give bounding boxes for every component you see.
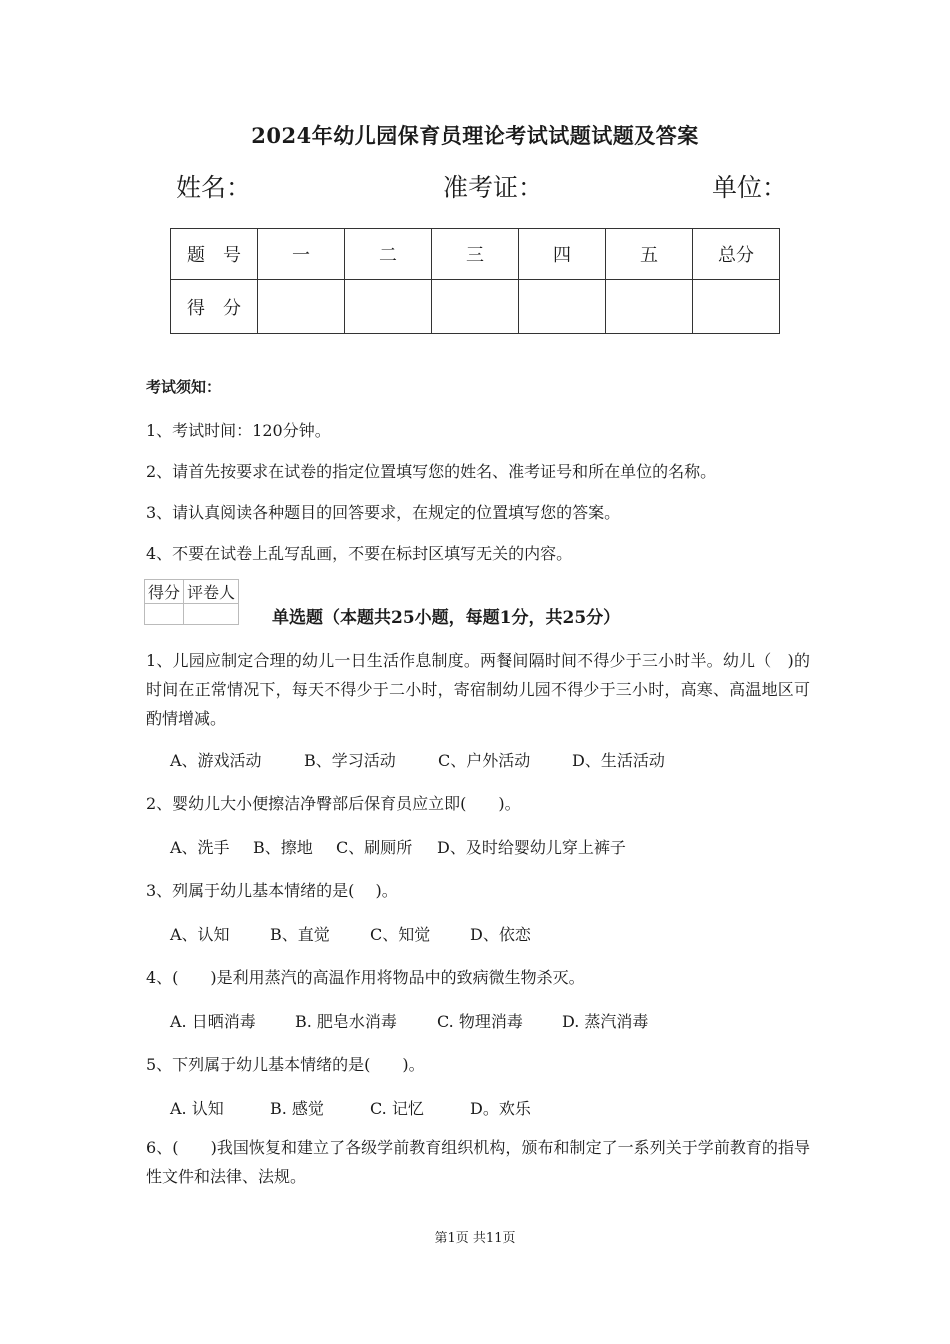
score-cell — [693, 280, 780, 334]
question-1-stem: 1、儿园应制定合理的幼儿一日生活作息制度。两餐间隔时间不得少于三小时半。幼儿（ )的时间在正常情况下，每天不得少于二小时，寄宿制幼儿园不得少于三小时，高寒、高温地区可酌情增减。 — [146, 651, 810, 728]
score-cell — [606, 280, 693, 334]
option: C、户外活动 — [438, 751, 531, 770]
option: C、知觉 — [370, 925, 431, 944]
grader-box — [144, 579, 239, 625]
score-cell — [432, 280, 519, 334]
score-table-score-row — [171, 280, 780, 334]
score-header-cell: 一 — [258, 229, 345, 280]
unit-label: 单位： — [712, 173, 788, 202]
grader-score-label: 得分 — [145, 580, 184, 604]
option: B、擦地 — [253, 838, 313, 857]
exam-id-label: 准考证： — [443, 173, 544, 202]
option: C. 记忆 — [370, 1099, 424, 1118]
option: D、及时给婴幼儿穿上裤子 — [437, 838, 626, 857]
option: B. 肥皂水消毒 — [295, 1012, 397, 1031]
question-6-stem: 6、( )我国恢复和建立了各级学前教育组织机构，颁布和制定了一系列关于学前教育的指导性文件和法律、法规。 — [146, 1138, 810, 1186]
grader-score-cell — [145, 604, 184, 625]
grader-reviewer-label: 评卷人 — [184, 580, 239, 604]
notice-item: 4、不要在试卷上乱写乱画，不要在标封区填写无关的内容。 — [146, 544, 573, 563]
option: A. 日晒消毒 — [170, 1012, 256, 1031]
score-header-cell: 总分 — [693, 229, 780, 280]
option: B、学习活动 — [304, 751, 396, 770]
score-cell — [345, 280, 432, 334]
page-title: 2024年幼儿园保育员理论考试试题试题及答案 — [251, 123, 699, 148]
option: C、刷厕所 — [336, 838, 413, 857]
question-1-options — [170, 748, 665, 771]
question-3-stem: 3、列属于幼儿基本情绪的是( )。 — [146, 881, 398, 900]
page-footer: 第1页 共11页 — [434, 1231, 516, 1246]
score-header-cell: 题 号 — [171, 229, 258, 280]
score-cell — [519, 280, 606, 334]
question-2-stem: 2、婴幼儿大小便擦洁净臀部后保育员应立即( )。 — [146, 794, 521, 813]
notice-item: 3、请认真阅读各种题目的回答要求，在规定的位置填写您的答案。 — [146, 503, 621, 522]
score-header-cell: 四 — [519, 229, 606, 280]
section-title: 单选题（本题共25小题，每题1分，共25分） — [272, 608, 621, 628]
score-table-header-row — [171, 229, 780, 280]
score-header-cell: 三 — [432, 229, 519, 280]
score-header-cell: 二 — [345, 229, 432, 280]
notice-item: 1、考试时间：120分钟。 — [146, 421, 331, 440]
option: D。欢乐 — [470, 1099, 531, 1118]
question-5-stem: 5、下列属于幼儿基本情绪的是( )。 — [146, 1055, 425, 1074]
score-row-label: 得 分 — [171, 280, 258, 334]
option: D、依恋 — [470, 925, 531, 944]
option: A. 认知 — [170, 1099, 224, 1118]
option: D、生活活动 — [572, 751, 665, 770]
question-4-stem: 4、( )是利用蒸汽的高温作用将物品中的致病微生物杀灭。 — [146, 968, 585, 987]
score-table — [170, 228, 780, 334]
question-3-options — [170, 922, 531, 945]
score-cell — [258, 280, 345, 334]
name-label: 姓名： — [176, 173, 252, 202]
option: A、洗手 — [170, 838, 230, 857]
notice-title: 考试须知： — [146, 378, 222, 396]
score-header-cell: 五 — [606, 229, 693, 280]
option: B. 感觉 — [270, 1099, 324, 1118]
option: B、直觉 — [270, 925, 330, 944]
question-4-options — [170, 1009, 648, 1032]
notice-item: 2、请首先按要求在试卷的指定位置填写您的姓名、准考证号和所在单位的名称。 — [146, 462, 717, 481]
option: C. 物理消毒 — [437, 1012, 523, 1031]
question-2-options — [170, 835, 626, 858]
grader-reviewer-cell — [184, 604, 239, 625]
option: A、游戏活动 — [170, 751, 262, 770]
option: A、认知 — [170, 925, 230, 944]
option: D. 蒸汽消毒 — [562, 1012, 649, 1031]
question-5-options — [170, 1096, 531, 1119]
